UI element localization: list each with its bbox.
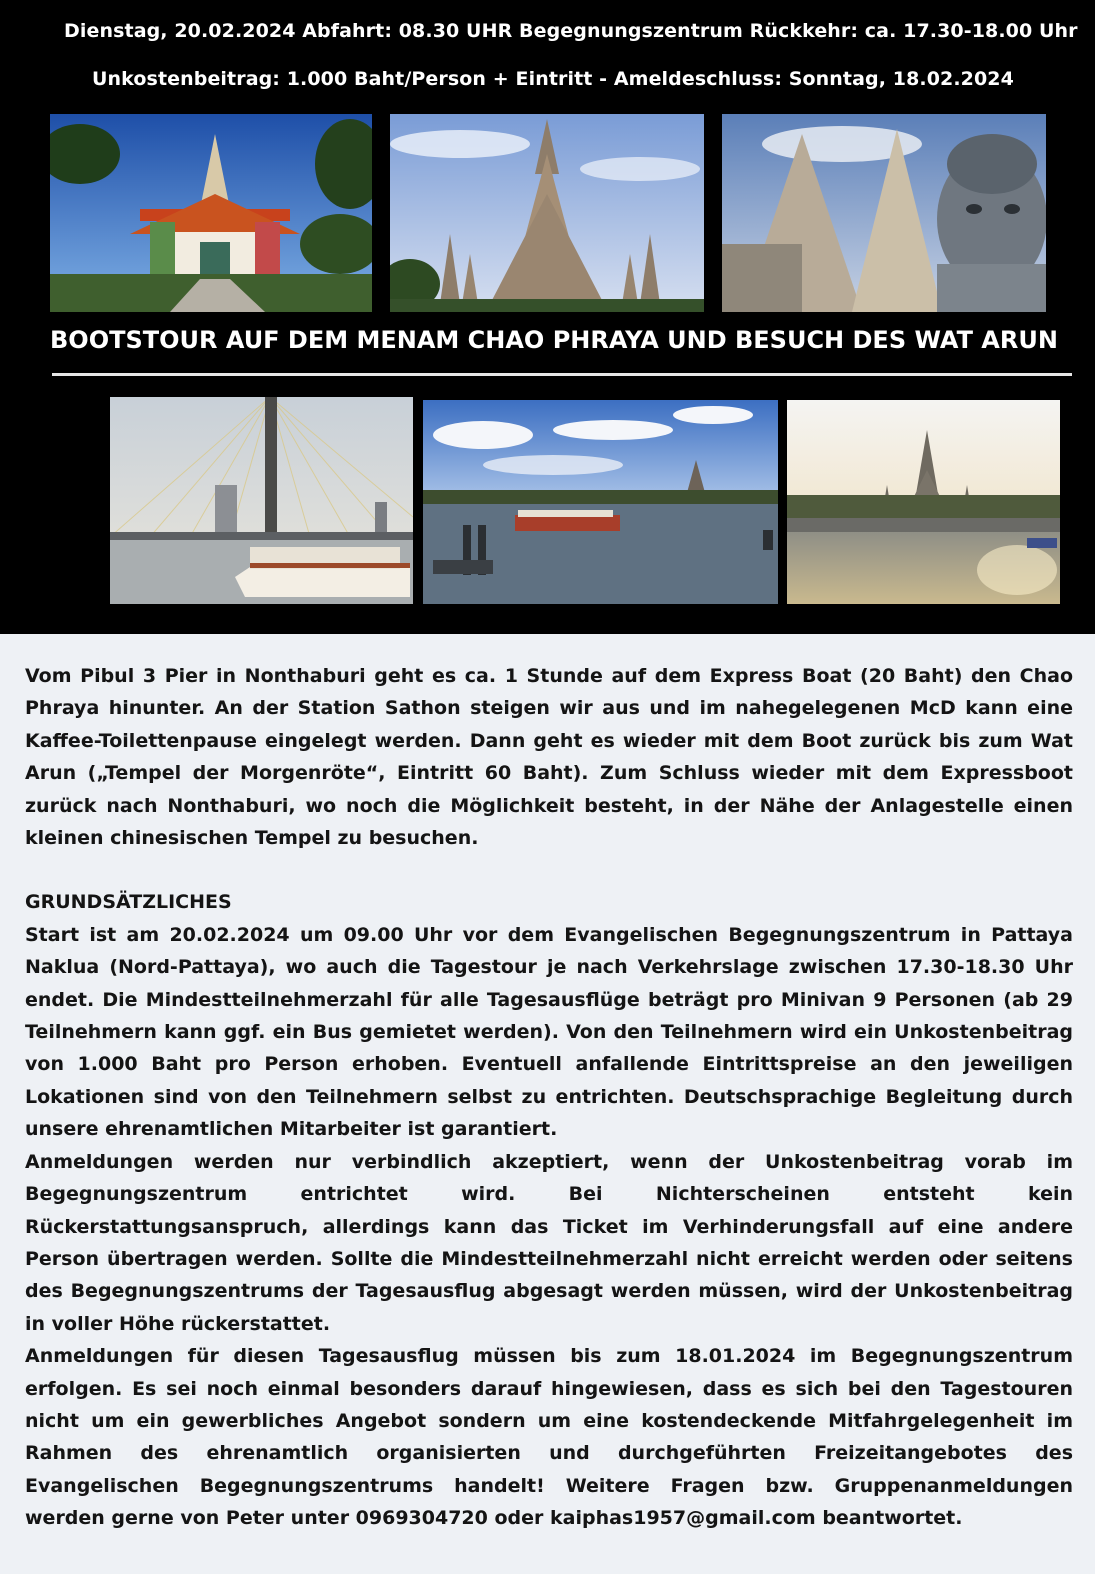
photo-river-express-boat [423,400,778,604]
trip-cost-line: Unkostenbeitrag: 1.000 Baht/Person + Eintritt - Ameldeschluss: Sonntag, 18.02.2024 [92,68,1014,90]
photo-temple-gate [50,114,372,312]
tour-headline: BOOTSTOUR AUF DEM MENAM CHAO PHRAYA UND BESUCH DES WAT ARUN [50,326,1058,354]
photo-wat-arun-prang [390,114,704,312]
basics-paragraph-1: Start ist am 20.02.2024 um 09.00 Uhr vor dem Evangelischen Begegnungszentrum in Pattaya Naklua (Nord-Pattaya), wo auch die Tagestour je nach Verkehrslage zwischen 17.30-18.30 Uhr endet. Die Mindestteilnehmerzahl für alle Tagesausflüge beträgt pro Minivan 9 Personen (ab 29 Teilnehmern kann ggf. ein Bus gemietet werden). Von den Teilnehmern wird ein Unkostenbeitrag von 1.000 Baht pro Person erhoben. Eventuell anfallende Eintrittspreise an den jeweiligen Lokationen sind von den Teilnehmern selbst zu entrichten. Deutschsprachige Begleitung durch unsere ehrenamtlichen Mitarbeiter ist garantiert. [25,923,1073,1141]
intro-paragraph: Vom Pibul 3 Pier in Nonthaburi geht es ca. 1 Stunde auf dem Express Boat (20 Baht) den Chao Phraya hinunter. An der Station Sathon steigen wir aus und im nahegelegenen McD kann eine Kaffee-Toilettenpause eingelegt werden. Dann geht es wieder mit dem Boot zurück bis zum Wat Arun („Tempel der Morgenröte“, Eintritt 60 Baht). Zum Schluss wieder mit dem Expressboot zurück nach Nonthaburi, wo noch die Möglichkeit besteht, in der Nähe der Anlagestelle einen kleinen chinesischen Tempel zu besuchen. [25,665,1073,850]
trip-date-line: Dienstag, 20.02.2024 Abfahrt: 08.30 UHR Begegnungszentrum Rückkehr: ca. 17.30-18.00 Uhr [64,20,1078,42]
basics-paragraph-2: Anmeldungen werden nur verbindlich akzeptiert, wenn der Unkostenbeitrag vorab im Begegnungszentrum entrichtet wird. Bei Nichterscheinen entsteht kein Rückerstattungsanspruch, allerdings kann das Ticket im Verhinderungsfall auf eine andere Person übertragen werden. Sollte die Mindestteilnehmerzahl nicht erreicht werden oder seitens des Begegnungszentrums der Tagesausflug abgesagt werden müssen, wird der Unkostenbeitrag in voller Höhe rückerstattet. [25,1150,1073,1335]
headline-divider [52,373,1072,376]
basics-paragraph-3: Anmeldungen für diesen Tagesausflug müssen bis zum 18.01.2024 im Begegnungszentrum erfolgen. Es sei noch einmal besonders darauf hingewiesen, dass es sich bei den Tagestouren nicht um ein gewerbliches Angebot sondern um eine kostendeckende Mitfahrgelegenheit im Rahmen des ehrenamtlich organisierten und durchgeführten Freizeitangebotes des Evangelischen Begegnungszentrums handelt! Weitere Fragen bzw. Gruppenanmeldungen werden gerne von Peter unter 0969304720 oder kaiphas1957@gmail.com beantwortet. [25,1345,1073,1530]
photo-wat-arun-sunset [787,400,1060,604]
paragraph-spacer [25,854,1073,886]
flyer-header-panel [0,0,1095,634]
photo-guardian-statue [722,114,1046,312]
section-heading: GRUNDSÄTZLICHES [25,891,232,914]
body-text [25,660,1073,1535]
photo-bridge-boat [110,397,413,604]
